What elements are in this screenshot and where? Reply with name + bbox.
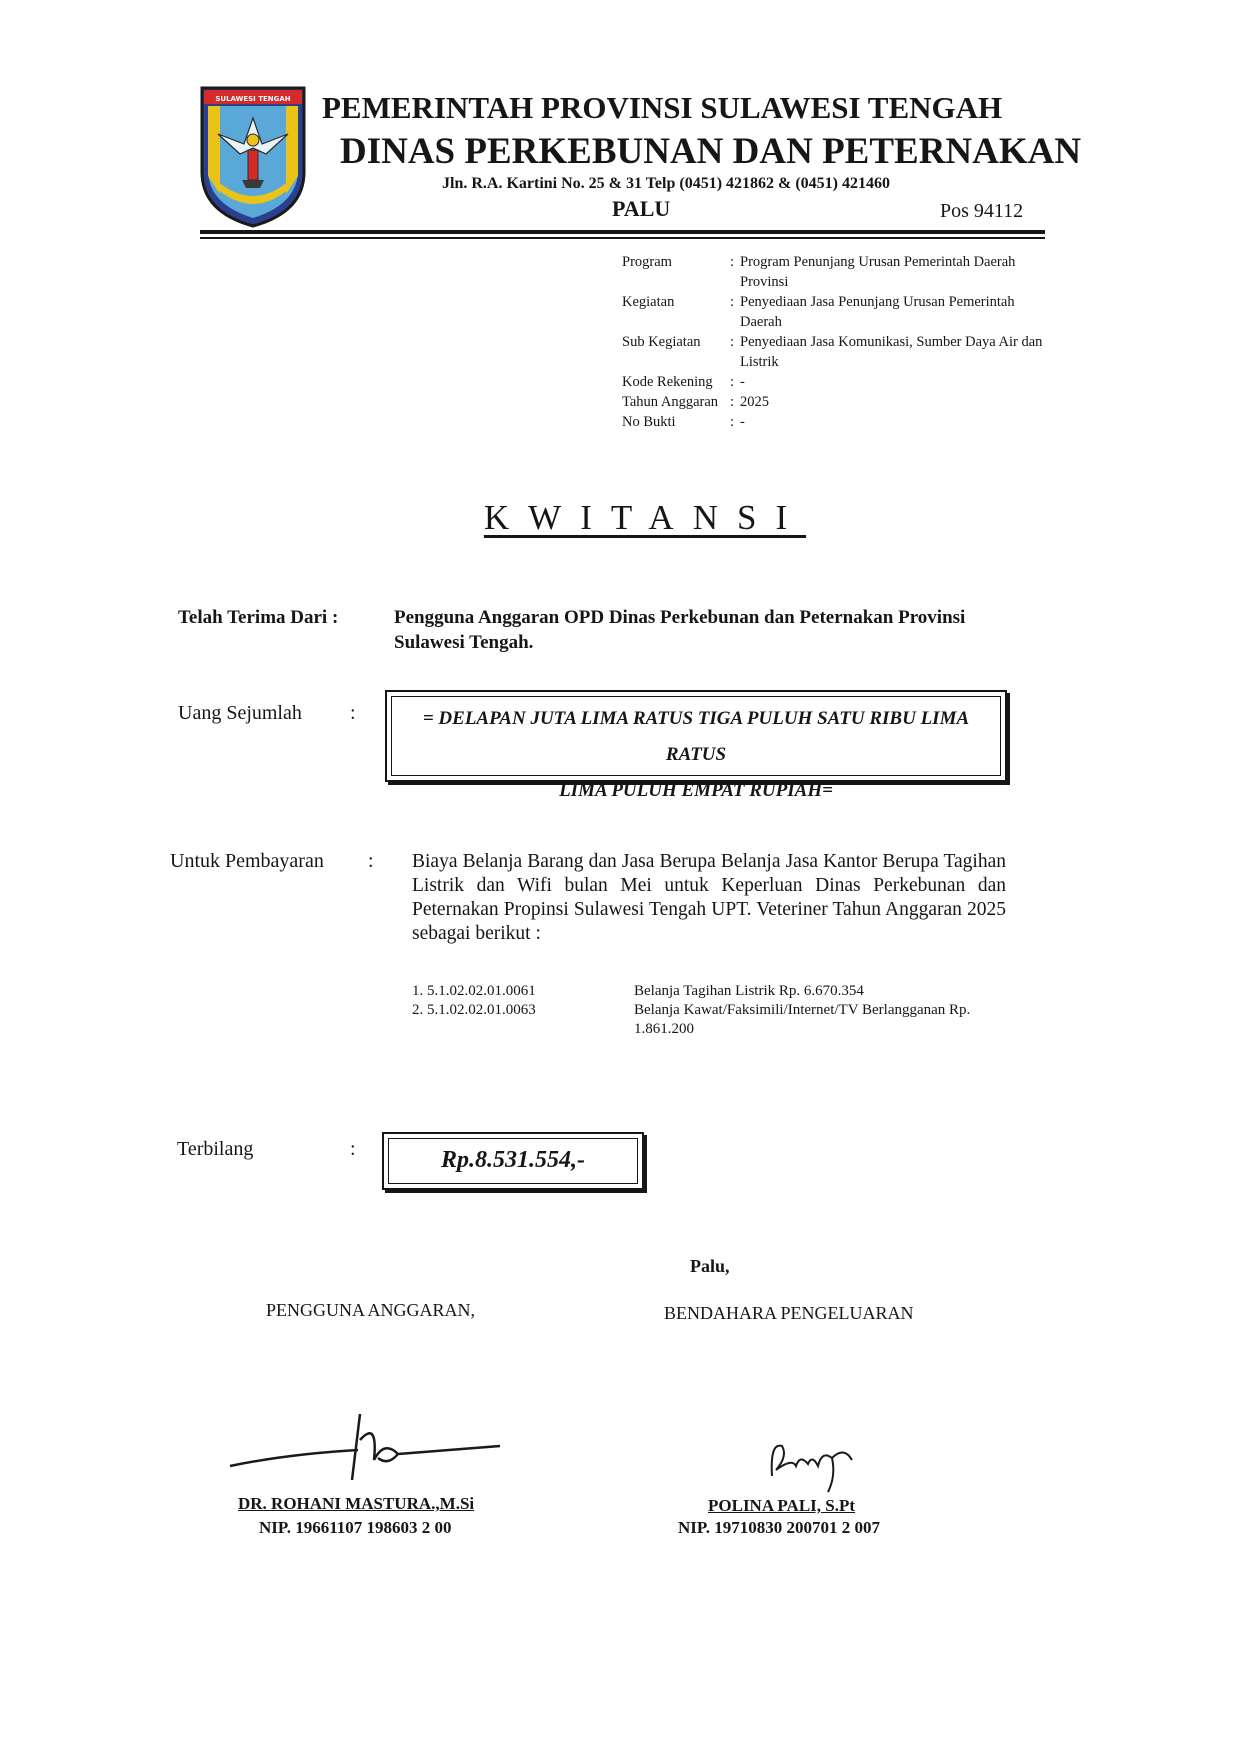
total-colon: :: [350, 1138, 356, 1160]
list-item: 1. 5.1.02.02.01.0061 Belanja Tagihan Listrik Rp. 6.670.354: [412, 983, 864, 999]
program-info: [622, 252, 1052, 432]
payment-label: Untuk Pembayaran: [170, 850, 324, 872]
right-signer-nip: NIP. 19710830 200701 2 007: [678, 1518, 880, 1537]
postal-code: Pos 94112: [940, 200, 1024, 222]
amount-colon: :: [350, 702, 356, 724]
header-rule-thin: [200, 237, 1045, 239]
payment-colon: :: [368, 850, 374, 872]
received-from-label: Telah Terima Dari :: [178, 607, 339, 628]
total-label: Terbilang: [177, 1138, 254, 1160]
right-signature-icon: [762, 1436, 862, 1501]
left-signature-icon: [228, 1410, 508, 1495]
amount-words-box: [385, 690, 1007, 801]
info-row-sub-kegiatan: Sub Kegiatan : Penyediaan Jasa Komunikasi, Sumber Daya Air dan Listrik: [622, 334, 1043, 370]
agency-city: PALU: [612, 196, 671, 221]
received-from-value: Pengguna Anggaran OPD Dinas Perkebunan dan Peternakan Provinsi Sulawesi Tengah.: [394, 607, 966, 653]
right-signer-role: BENDAHARA PENGELUARAN: [664, 1303, 914, 1323]
left-signer-nip: NIP. 19661107 198603 2 00: [259, 1518, 452, 1537]
amount-words-line1: = DELAPAN JUTA LIMA RATUS TIGA PULUH SATU RIBU LIMA RATUS: [422, 708, 970, 765]
amount-words-line2: LIMA PULUH EMPAT RUPIAH=: [559, 780, 833, 801]
right-signer-name: POLINA PALI, S.Pt: [708, 1496, 856, 1515]
total-box: [382, 1132, 644, 1190]
header-rule-thick: [200, 230, 1045, 234]
payment-description: Biaya Belanja Barang dan Jasa Berupa Belanja Jasa Kantor Berupa Tagihan Listrik dan Wifi bulan Mei untuk Keperluan Dinas Perkebunan dan Peternakan Propinsi Sulawesi Tengah UPT. Veteriner Tahun Anggaran 2025 sebagai berikut :: [412, 851, 1006, 944]
list-item: 2. 5.1.02.02.01.0063 Belanja Kawat/Faksimili/Internet/TV Berlangganan Rp. 1.861.200: [412, 1002, 971, 1037]
left-signer-role: PENGGUNA ANGGARAN,: [266, 1300, 476, 1320]
amount-label: Uang Sejumlah: [178, 702, 302, 724]
province-logo: [198, 84, 308, 230]
left-signer-name: DR. ROHANI MASTURA.,M.Si: [238, 1494, 475, 1513]
info-row-kegiatan: Kegiatan : Penyediaan Jasa Penunjang Urusan Pemerintah Daerah: [622, 294, 1015, 330]
info-row-tahun-anggaran: Tahun Anggaran : 2025: [622, 394, 769, 410]
info-row-kode-rekening: Kode Rekening : -: [622, 374, 745, 390]
agency-address: Jln. R.A. Kartini No. 25 & 31 Telp (0451) 421862 & (0451) 421460: [442, 175, 890, 192]
info-row-program: Program : Program Penunjang Urusan Pemerintah Daerah Provinsi: [622, 254, 1016, 290]
svg-text:SULAWESI TENGAH: SULAWESI TENGAH: [215, 95, 291, 103]
government-title: PEMERINTAH PROVINSI SULAWESI TENGAH: [322, 90, 1003, 125]
place-date: Palu,: [690, 1256, 730, 1276]
agency-title: DINAS PERKEBUNAN DAN PETERNAKAN: [340, 131, 1082, 172]
total-amount: Rp.8.531.554,-: [388, 1138, 638, 1184]
document-title: KWITANSI: [483, 498, 807, 537]
payment-items: [412, 982, 1012, 1039]
info-row-no-bukti: No Bukti : -: [622, 414, 745, 430]
